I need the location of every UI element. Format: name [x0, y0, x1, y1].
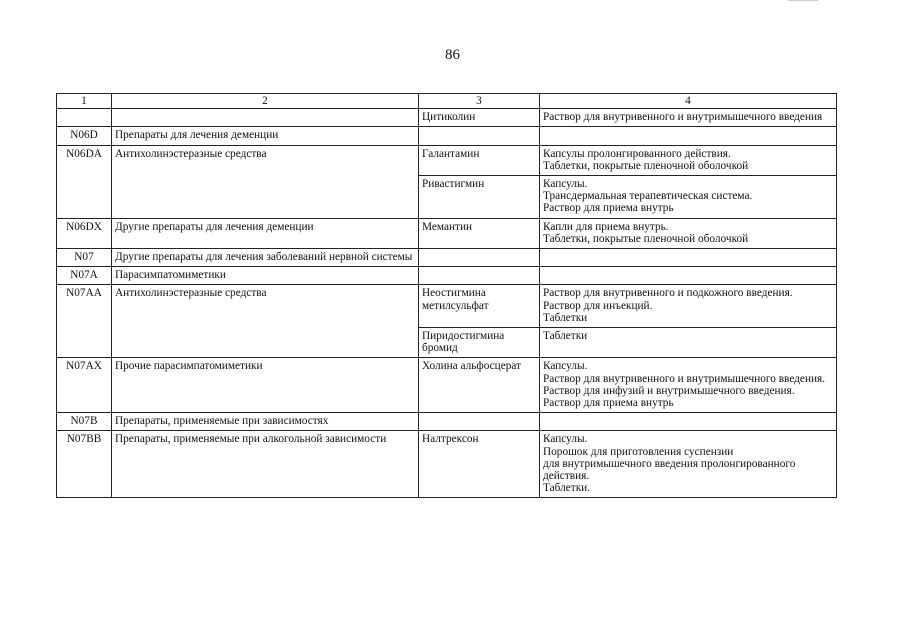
dosage-form-line: Таблетки, покрытые пленочной оболочкой: [543, 159, 749, 172]
dosage-form-line: для внутримышечного введения пролонгированного действия.: [543, 457, 796, 483]
dosage-form-line: Таблетки: [543, 330, 588, 343]
drug-name: [419, 249, 540, 267]
drug-name: Пиридостигмина бромид: [419, 328, 540, 358]
dosage-form-line: Капсулы.: [543, 360, 588, 373]
dosage-form-line: Капсулы пролонгированного действия.: [543, 147, 731, 160]
table-row: [57, 413, 837, 431]
dosage-form-line: Раствор для инфузий и внутримышечного введения.: [543, 384, 795, 397]
atc-code: N07B: [57, 413, 112, 431]
atc-code: N07AA: [57, 285, 112, 358]
column-header-3: 3: [419, 94, 540, 109]
atc-code: N06DX: [57, 218, 112, 248]
atc-group: Антихолинэстеразные средства: [112, 285, 419, 358]
dosage-form-line: Капсулы.: [543, 433, 588, 446]
atc-code: N06DA: [57, 145, 112, 218]
dosage-forms: [540, 328, 837, 358]
drug-name: [419, 127, 540, 145]
drug-name: Неостигмина метилсульфат: [419, 285, 540, 328]
atc-code: N06D: [57, 127, 112, 145]
dosage-forms: [540, 431, 837, 498]
atc-group: Препараты для лечения деменции: [112, 127, 419, 145]
dosage-form-line: Капсулы.: [543, 178, 588, 191]
dosage-forms: [540, 358, 837, 413]
dosage-form-line: Раствор для приема внутрь: [543, 397, 674, 410]
dosage-form-line: Таблетки, покрытые пленочной оболочкой: [543, 232, 749, 245]
table-row: [57, 267, 837, 285]
atc-group: Парасимпатомиметики: [112, 267, 419, 285]
dosage-forms: [540, 249, 837, 267]
column-header-4: 4: [540, 94, 837, 109]
drug-name: Холина альфосцерат: [419, 358, 540, 413]
dosage-form-line: Таблетки: [543, 311, 588, 324]
table-row: [57, 249, 837, 267]
table-row: [57, 285, 837, 328]
atc-code: N07AX: [57, 358, 112, 413]
table-row: [57, 431, 837, 498]
atc-group: Препараты, применяемые при алкогольной зависимости: [112, 431, 419, 498]
column-header-1: 1: [57, 94, 112, 109]
drug-name: [419, 413, 540, 431]
table-row: [57, 127, 837, 145]
dosage-form-line: Раствор для внутривенного и подкожного введения.: [543, 287, 793, 300]
atc-code: [57, 109, 112, 127]
table-row: [57, 218, 837, 248]
dosage-form-line: Таблетки.: [543, 482, 591, 495]
drug-name: Мемантин: [419, 218, 540, 248]
dosage-forms: [540, 413, 837, 431]
dosage-form-line: Порошок для приготовления суспензии: [543, 445, 734, 458]
dosage-form-line: Раствор для инъекций.: [543, 299, 653, 312]
atc-group: Прочие парасимпатомиметики: [112, 358, 419, 413]
dosage-forms: [540, 267, 837, 285]
dosage-forms: [540, 176, 837, 219]
table-row: [57, 109, 837, 127]
dosage-forms: [540, 145, 837, 175]
scan-mark: [788, 0, 818, 1]
page-number: 86: [445, 47, 460, 63]
dosage-forms: [540, 285, 837, 328]
atc-code: N07A: [57, 267, 112, 285]
dosage-form-line: Капли для приема внутрь.: [543, 220, 669, 233]
atc-group: Антихолинэстеразные средства: [112, 145, 419, 218]
header-row: [57, 94, 837, 109]
dosage-form-line: Раствор для внутривенного и внутримышечного введения: [543, 111, 823, 124]
atc-code: N07: [57, 249, 112, 267]
dosage-forms: [540, 127, 837, 145]
drug-name: Ривастигмин: [419, 176, 540, 219]
drug-name: Галантамин: [419, 145, 540, 175]
atc-group: Другие препараты для лечения деменции: [112, 218, 419, 248]
dosage-form-line: Раствор для внутривенного и внутримышечного введения.: [543, 372, 826, 385]
dosage-form-line: Раствор для приема внутрь: [543, 202, 674, 215]
atc-code: N07BB: [57, 431, 112, 498]
drug-name: Налтрексон: [419, 431, 540, 498]
drug-name: Цитиколин: [419, 109, 540, 127]
drug-name: [419, 267, 540, 285]
dosage-form-line: Трансдермальная терапевтическая система.: [543, 190, 753, 203]
dosage-forms: [540, 109, 837, 127]
dosage-forms: [540, 218, 837, 248]
atc-group: [112, 109, 419, 127]
atc-group: Препараты, применяемые при зависимостях: [112, 413, 419, 431]
table-row: [57, 145, 837, 175]
drug-table: [56, 93, 837, 498]
atc-group: Другие препараты для лечения заболеваний нервной системы: [112, 249, 419, 267]
table-row: [57, 358, 837, 413]
table-body: [57, 109, 837, 498]
column-header-2: 2: [112, 94, 419, 109]
